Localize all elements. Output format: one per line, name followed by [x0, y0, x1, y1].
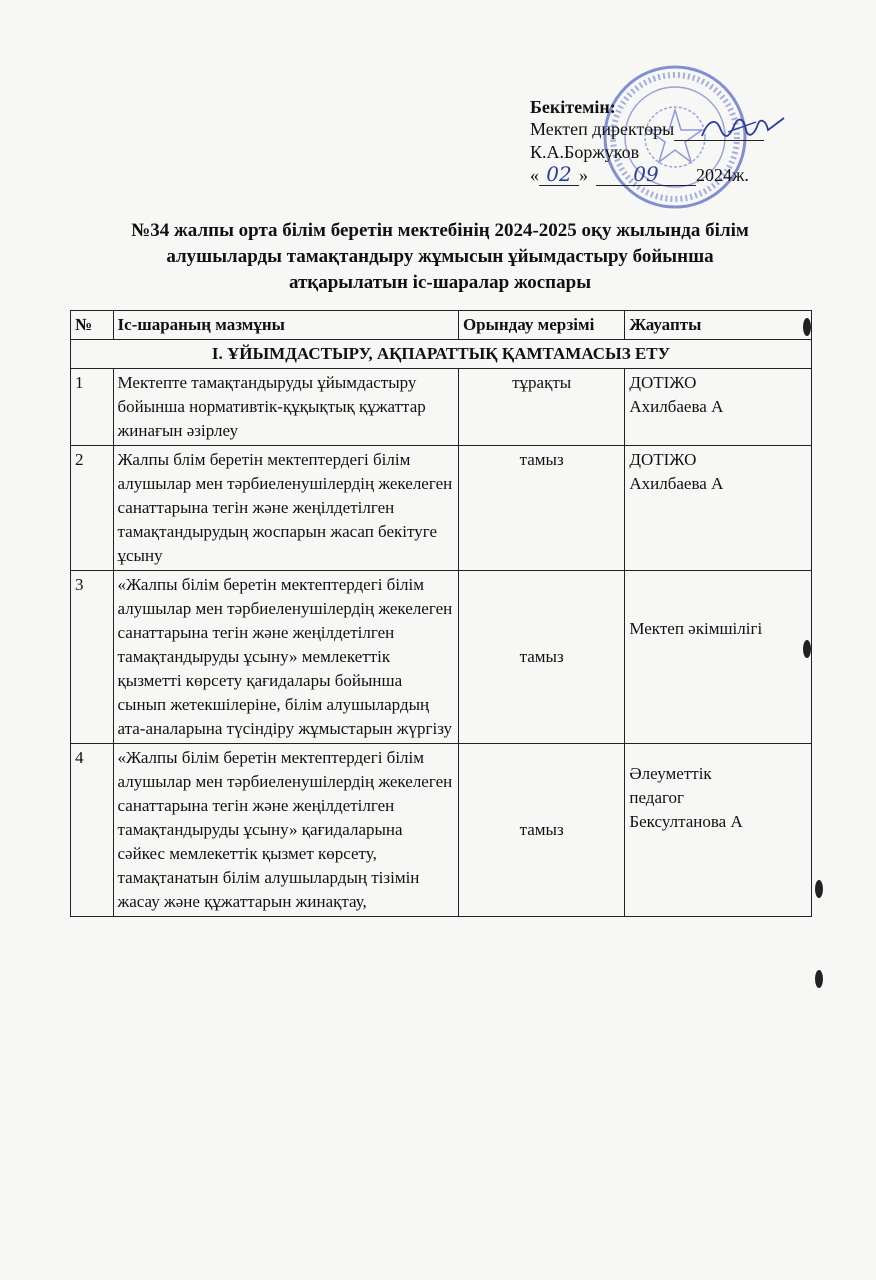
responsible-line-3: Бексултанова А	[629, 812, 743, 831]
row-responsible	[625, 744, 812, 917]
date-close-quote: »	[579, 165, 588, 185]
title-line-3: атқарылатын іс-шаралар жоспары	[288, 272, 592, 293]
activities-table	[70, 310, 812, 917]
row-responsible	[625, 369, 812, 446]
responsible-line-2: педагог	[629, 788, 685, 807]
row-number: 2	[71, 446, 114, 571]
row-responsible	[625, 446, 812, 571]
header-content: Іс-шараның мазмұны	[113, 311, 458, 340]
row-deadline: тамыз	[458, 571, 624, 744]
approval-date	[530, 163, 764, 186]
row-deadline: тұрақты	[458, 369, 624, 446]
responsible-line-1: Әлеуметтік	[629, 764, 712, 783]
table-row	[71, 744, 812, 917]
binder-mark	[803, 640, 811, 658]
row-number: 1	[71, 369, 114, 446]
binder-mark	[815, 880, 823, 898]
responsible-line-1: ДОТІЖО	[629, 373, 697, 392]
date-day: 02	[539, 163, 579, 186]
row-deadline: тамыз	[458, 446, 624, 571]
section-title: І. ҰЙЫМДАСТЫРУ, АҚПАРАТТЫҚ ҚАМТАМАСЫЗ ЕТУ	[71, 340, 812, 369]
header-deadline: Орындау мерзімі	[458, 311, 624, 340]
table-row	[71, 446, 812, 571]
responsible-line-2: Ахилбаева А	[629, 397, 724, 416]
row-description: «Жалпы білім беретін мектептердегі білім алушылар мен тәрбиеленушілердің жекелеген санаттарына тегін және жеңілдетілген тамақтандыруды ұсыну» қағидаларына сәйкес мемлекеттік қызмет көрсету, тамақтанатын білім алушылардың тізімін жасау және құжаттарын жинақтау,	[113, 744, 458, 917]
approval-position-text: Мектеп директоры	[530, 119, 675, 139]
binder-mark	[803, 318, 811, 336]
table-header-row	[71, 311, 812, 340]
table-row	[71, 369, 812, 446]
date-year: 2024ж.	[696, 165, 749, 185]
row-description: «Жалпы білім беретін мектептердегі білім алушылар мен тәрбиеленушілердің жекелеген санаттарына тегін және жеңілдетілген тамақтандыруды ұсыну» мемлекеттік қызметті көрсету қағидалары бойынша сынып жетекшілеріне, білім алушылардың ата-аналарына түсіндіру жұмыстарын жүргізу	[113, 571, 458, 744]
row-responsible	[625, 571, 812, 744]
document-title	[60, 218, 820, 296]
handwritten-signature	[698, 110, 788, 146]
responsible-line-2: Ахилбаева А	[629, 474, 724, 493]
header-number: №	[71, 311, 114, 340]
responsible-line-1: ДОТІЖО	[629, 450, 697, 469]
table-row	[71, 571, 812, 744]
row-description: Жалпы блім беретін мектептердегі білім алушылар мен тәрбиеленушілердің жекелеген санаттарына тегін және жеңілдетілген тамақтандырудың жоспарын жасап бекітуге ұсыну	[113, 446, 458, 571]
header-responsible: Жауапты	[625, 311, 812, 340]
approval-director-name: К.А.Боржуков	[530, 142, 640, 162]
row-number: 3	[71, 571, 114, 744]
row-number: 4	[71, 744, 114, 917]
row-deadline: тамыз	[458, 744, 624, 917]
responsible-line-1: Мектеп әкімшілігі	[629, 619, 763, 638]
row-description: Мектепте тамақтандыруды ұйымдастыру бойынша нормативтік-құқықтық құжаттар жинағын әзірлеу	[113, 369, 458, 446]
date-month: 09	[596, 163, 696, 186]
title-line-1: №34 жалпы орта білім беретін мектебінің 2024-2025 оқу жылында білім	[131, 220, 749, 241]
section-row	[71, 340, 812, 369]
binder-mark	[815, 970, 823, 988]
date-open-quote: «	[530, 165, 539, 185]
title-line-2: алушыларды тамақтандыру жұмысын ұйымдастыру бойынша	[166, 246, 714, 267]
approval-heading: Бекітемін:	[530, 97, 616, 117]
